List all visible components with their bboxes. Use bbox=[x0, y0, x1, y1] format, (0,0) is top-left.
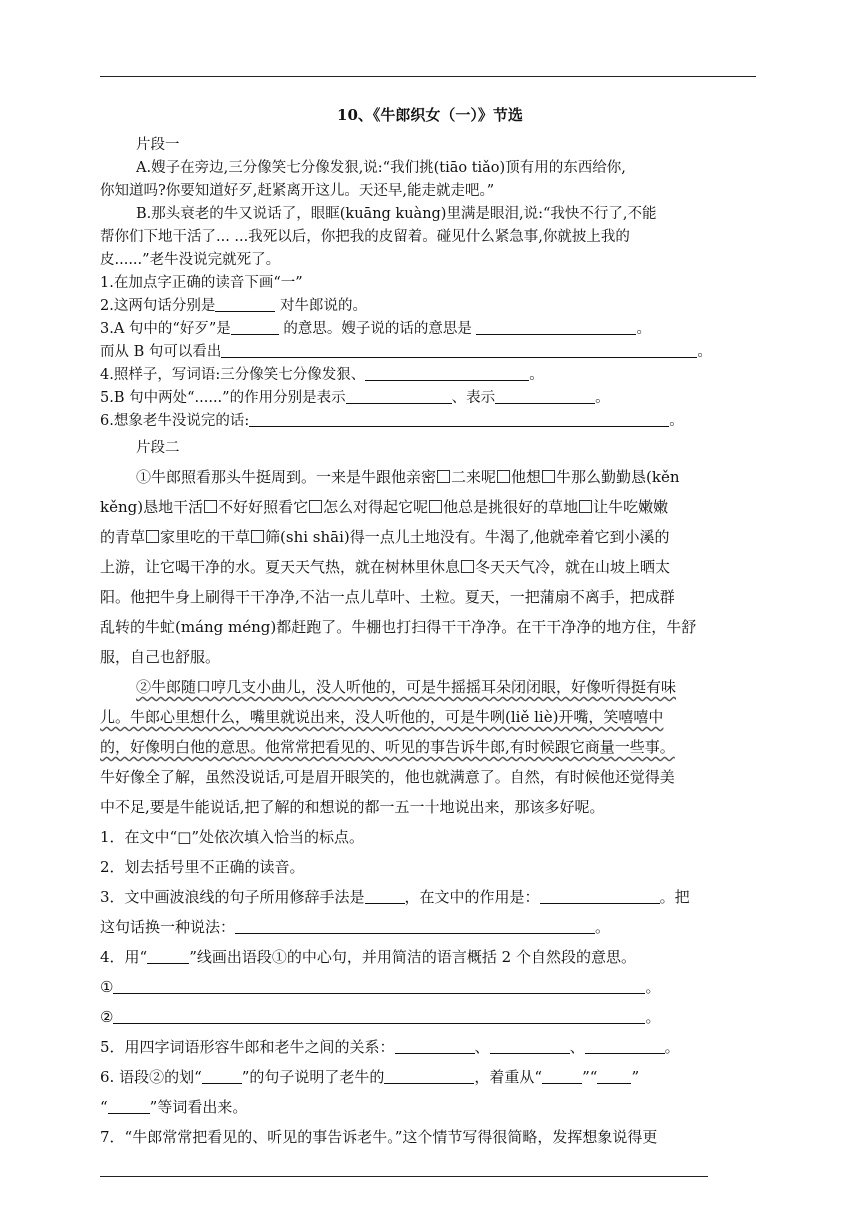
answer-blank[interactable] bbox=[346, 389, 452, 404]
part1-question-6: 6.想象老牛没说完的话: 。 bbox=[100, 413, 684, 429]
answer-blank[interactable] bbox=[202, 1069, 242, 1084]
answer-blank[interactable] bbox=[490, 1039, 570, 1054]
part1-question-4: 4.照样子，写词语:三分像笑七分像发狠、 。 bbox=[100, 367, 544, 383]
answer-blank[interactable] bbox=[249, 412, 669, 427]
part2-para1-line5: 阳。他把牛身上刷得干干净净,不沾一点儿草叶、土粒。夏天，一把蒲扇不离手，把成群 bbox=[100, 588, 675, 606]
part2-para1-line2: kěng)恳地干活 不好好照看它 怎么对得起它呢 他总是挑很好的草地 让牛吃嫩嫩 bbox=[100, 498, 669, 516]
part2-question-3: 3．文中画波浪线的句子所用修辞手法是 ，在文中的作用是： 。把 bbox=[100, 888, 690, 906]
answer-blank[interactable] bbox=[365, 366, 529, 381]
part1-question-3: 3.A 句中的“好歹”是 的意思。嫂子说的话的意思是 。 bbox=[100, 321, 651, 337]
part2-para1-line3: 的青草 家里吃的干草 筛(shi shāi)得一点儿土地没有。牛渴了,他就牵着它到小溪的 bbox=[100, 528, 670, 546]
answer-blank[interactable] bbox=[495, 389, 595, 404]
answer-blank[interactable] bbox=[476, 320, 636, 335]
part2-question-4: 4．用“ ”线画出语段①的中心句，并用简洁的语言概括 2 个自然段的意思。 bbox=[100, 948, 636, 966]
answer-blank[interactable] bbox=[147, 949, 189, 964]
punctuation-box[interactable] bbox=[204, 500, 217, 513]
punctuation-box[interactable] bbox=[579, 500, 592, 513]
part1-a-line2: 你知道吗?你要知道好歹,赶紧离开这儿。天还早,能走就走吧。” bbox=[100, 183, 495, 199]
punctuation-box[interactable] bbox=[437, 470, 450, 483]
part1-question-5: 5.B 句中两处“......”的作用分别是表示 、表示 。 bbox=[100, 390, 610, 406]
punctuation-box[interactable] bbox=[461, 560, 474, 573]
part1-b-line2: 帮你们下地干活了... ...我死以后，你把我的皮留着。碰见什么紧急事,你就披上我的 bbox=[100, 229, 630, 245]
part2-question-2: 2．划去括号里不正确的读音。 bbox=[100, 858, 305, 876]
answer-blank[interactable] bbox=[585, 1039, 665, 1054]
answer-blank[interactable] bbox=[597, 1069, 631, 1084]
part2-para2-line1: ②牛郎随口哼几支小曲儿，没人听他的，可是牛摇摇耳朵闭闭眼，好像听得挺有味 bbox=[136, 678, 677, 696]
part2-para2-line5: 中不足,要是牛能说话,把了解的和想说的都一五一十地说出来，那该多好呢。 bbox=[100, 798, 605, 816]
answer-blank[interactable] bbox=[542, 1069, 582, 1084]
part1-b-line3: 皮......”老牛没说完就死了。 bbox=[100, 252, 281, 268]
answer-blank[interactable] bbox=[221, 343, 697, 358]
part2-question-6: 6. 语段②的划“ ”的句子说明了老牛的 ，着重从“ ”“ ” bbox=[100, 1068, 640, 1086]
top-rule bbox=[100, 76, 756, 77]
answer-blank[interactable] bbox=[113, 979, 645, 994]
answer-blank[interactable] bbox=[540, 889, 660, 904]
part2-question-4-answer-2: ② 。 bbox=[100, 1008, 661, 1026]
part2-heading: 片段二 bbox=[136, 440, 180, 456]
answer-blank[interactable] bbox=[215, 297, 275, 312]
answer-blank[interactable] bbox=[231, 320, 279, 335]
answer-blank[interactable] bbox=[235, 919, 595, 934]
answer-blank[interactable] bbox=[108, 1099, 150, 1114]
part2-para2-line2: 儿。牛郎心里想什么，嘴里就说出来，没人听他的，可是牛咧(liě liè)开嘴，笑嘻嘻中 bbox=[100, 708, 664, 726]
part1-question-2: 2.这两句话分别是 对牛郎说的。 bbox=[100, 298, 367, 314]
punctuation-box[interactable] bbox=[497, 470, 510, 483]
punctuation-box[interactable] bbox=[542, 470, 555, 483]
part1-heading: 片段一 bbox=[136, 137, 180, 153]
part2-question-5: 5．用四字词语形容牛郎和老牛之间的关系： 、 、 。 bbox=[100, 1038, 680, 1056]
punctuation-box[interactable] bbox=[146, 530, 159, 543]
part2-question-6-cont: “ ”等词看出来。 bbox=[100, 1098, 248, 1116]
part2-question-3-cont: 这句话换一种说法： 。 bbox=[100, 918, 611, 936]
answer-blank[interactable] bbox=[395, 1039, 475, 1054]
page-title: 10、《牛郎织女（一）》节选 bbox=[337, 106, 523, 124]
bottom-rule bbox=[100, 1176, 708, 1177]
part1-question-1: 1.在加点字正确的读音下画“一” bbox=[100, 275, 303, 291]
part2-question-4-answer-1: ① 。 bbox=[100, 978, 661, 996]
answer-blank[interactable] bbox=[365, 889, 405, 904]
part2-question-1: 1．在文中“□”处依次填入恰当的标点。 bbox=[100, 828, 365, 846]
part2-question-7: 7．“牛郎常常把看见的、听见的事告诉老牛。”这个情节写得很简略，发挥想象说得更 bbox=[100, 1128, 658, 1146]
answer-blank[interactable] bbox=[113, 1009, 645, 1024]
part2-para2-line4: 牛好像全了解，虽然没说话,可是眉开眼笑的，他也就满意了。自然，有时候他还觉得美 bbox=[100, 768, 675, 786]
part2-para1-line4: 上游，让它喝干净的水。夏天天气热，就在树林里休息 冬天天气冷，就在山坡上晒太 bbox=[100, 558, 671, 576]
part1-question-3-cont: 而从 B 句可以看出 。 bbox=[100, 344, 712, 360]
part1-b-line1: B.那头衰老的牛又说话了，眼眶(kuāng kuàng)里满是眼泪,说:“我快不行了,不能 bbox=[136, 206, 657, 222]
part1-a-line1: A.嫂子在旁边,三分像笑七分像发狠,说:“我们挑(tiāo tiǎo)顶有用的东西给你, bbox=[136, 160, 626, 176]
part2-para1-line6: 乱转的牛虻(máng méng)都赶跑了。牛棚也打扫得干干净净。在干干净净的地方住，牛舒 bbox=[100, 618, 697, 636]
punctuation-box[interactable] bbox=[429, 500, 442, 513]
punctuation-box[interactable] bbox=[309, 500, 322, 513]
punctuation-box[interactable] bbox=[251, 530, 264, 543]
part2-para2-line3: 的，好像明白他的意思。他常常把看见的、听见的事告诉牛郎,有时候跟它商量一些事。 bbox=[100, 738, 675, 756]
part2-para1-line1: ①牛郎照看那头牛挺周到。一来是牛跟他亲密 二来呢 他想 牛那么勤勤恳(kěn bbox=[136, 468, 680, 486]
part2-para1-line7: 服，自己也舒服。 bbox=[100, 648, 221, 666]
answer-blank[interactable] bbox=[384, 1069, 474, 1084]
